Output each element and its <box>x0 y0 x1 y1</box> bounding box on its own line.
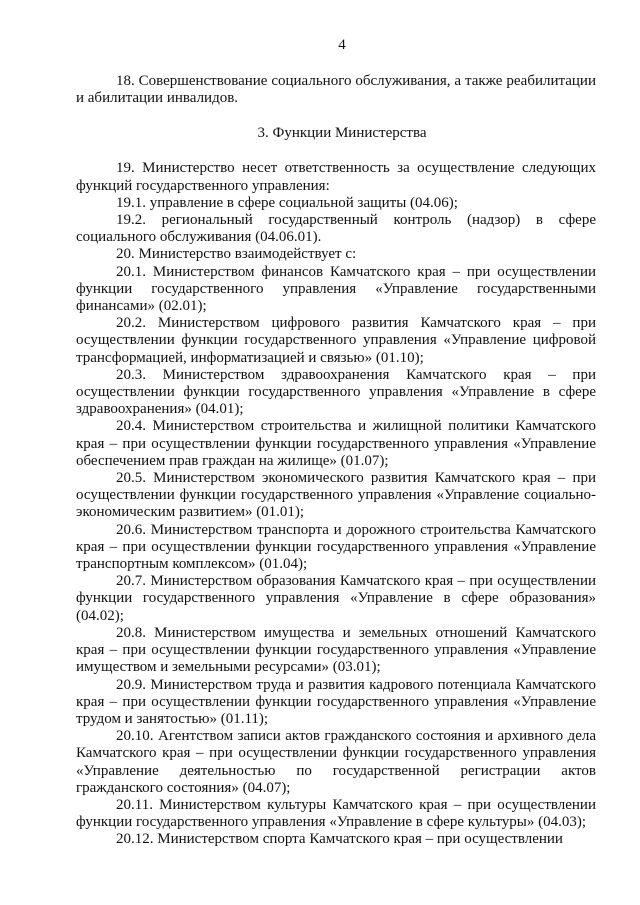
paragraph-20-7: 20.7. Министерством образования Камчатского края – при осуществлении функции государственного управления «Управление в сфере образования» (04.02); <box>76 573 596 624</box>
paragraph-20-4: 20.4. Министерством строительства и жилищной политики Камчатского края – при осуществлении функции государственного управления «Управление обеспечением прав граждан на жилище» (01.07); <box>76 418 596 469</box>
paragraph-20-2: 20.2. Министерством цифрового развития Камчатского края – при осуществлении функции государственного управления «Управление цифровой трансформацией, информатизацией и связью» (01.10); <box>76 315 596 366</box>
section-heading: 3. Функции Министерства <box>257 125 427 142</box>
paragraph-20-5: 20.5. Министерством экономического развития Камчатского края – при осуществлении функции государственного управления «Управление социально-экономическим развитием» (01.01); <box>76 470 596 521</box>
page-number: 4 <box>338 37 346 53</box>
paragraph-20-9: 20.9. Министерством труда и развития кадрового потенциала Камчатского края – при осуществлении функции государственного управления «Управление трудом и занятостью» (01.11); <box>76 676 596 727</box>
paragraph-18: 18. Совершенствование социального обслуживания, а также реабилитации и абилитации инвалидов. <box>76 73 596 107</box>
paragraph-20-8: 20.8. Министерством имущества и земельных отношений Камчатского края – при осуществлении функции государственного управления «Управление имуществом и земельными ресурсами» (03.01); <box>76 624 596 676</box>
paragraph-20-6: 20.6. Министерством транспорта и дорожного строительства Камчатского края – при осуществлении функции государственного управления «Управление транспортным комплексом» (01.04); <box>76 521 596 573</box>
paragraph-19: 19. Министерство несет ответственность за осуществление следующих функций государственного управления: <box>76 160 596 194</box>
paragraph-20-10: 20.10. Агентством записи актов гражданского состояния и архивного дела Камчатского края – при осуществлении функции государственного управления «Управление деятельностью по государственной регистрации актов гражданского состояния» (04.07); <box>76 728 596 796</box>
paragraph-19-1: 19.1. управление в сфере социальной защиты (04.06); <box>116 194 458 211</box>
paragraph-20-1: 20.1. Министерством финансов Камчатского края – при осуществлении функции государственного управления «Управление государственными финансами» (02.01); <box>76 263 596 315</box>
paragraph-20-12: 20.12. Министерством спорта Камчатского края – при осуществлении <box>116 831 563 848</box>
paragraph-list <box>76 160 596 848</box>
paragraph-19-2: 19.2. региональный государственный контроль (надзор) в сфере социального обслуживания (04.06.01). <box>76 212 596 246</box>
paragraph-20-11: 20.11. Министерством культуры Камчатского края – при осуществлении функции государственного управления «Управление в сфере культуры» (04.03); <box>76 796 596 831</box>
paragraph-20-3: 20.3. Министерством здравоохранения Камчатского края – при осуществлении функции государственного управления «Управление в сфере здравоохранения» (04.01); <box>76 366 596 418</box>
document-page <box>76 36 596 849</box>
paragraph-20: 20. Министерство взаимодействует с: <box>116 246 357 263</box>
